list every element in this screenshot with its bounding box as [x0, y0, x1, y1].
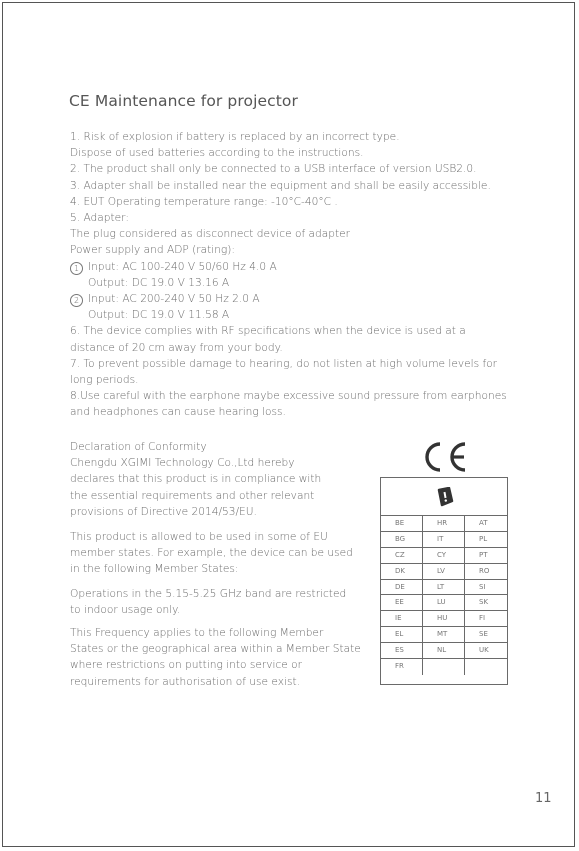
country-cell: NL: [423, 643, 465, 659]
country-cell: BE: [381, 516, 423, 532]
declaration-line: the essential requirements and other relevant: [70, 489, 315, 502]
country-cell: SI: [465, 580, 507, 596]
paragraph-line: Operations in the 5.15-5.25 GHz band are restricted: [70, 588, 347, 600]
country-cell: [465, 659, 507, 675]
paragraph-line: where restrictions on putting into service or: [70, 659, 303, 672]
ce-mark-logo: [420, 440, 470, 474]
country-cell: DK: [381, 564, 423, 580]
instruction-line: The plug considered as disconnect device of adapter: [70, 228, 350, 241]
circled-number-marker: 1: [70, 262, 83, 275]
instruction-line: 5. Adapter:: [70, 212, 129, 225]
declaration-of-conformity: [70, 439, 370, 520]
country-cell: PT: [465, 548, 507, 564]
country-cell: FI: [465, 611, 507, 627]
instruction-line: Power supply and ADP (rating):: [70, 244, 235, 257]
member-states-table: [380, 477, 508, 685]
allowed-states-paragraph: [70, 529, 370, 578]
table-header: [381, 478, 507, 516]
page-title: CE Maintenance for projector: [69, 92, 298, 110]
country-cell: EL: [381, 627, 423, 643]
declaration-line: Declaration of Conformity: [70, 441, 207, 453]
country-cell: FR: [381, 659, 423, 675]
page-number: 11: [535, 791, 552, 806]
declaration-line: Chengdu XGIMI Technology Co.,Ltd hereby: [70, 457, 295, 470]
instruction-line: Output: DC 19.0 V 13.16 A: [88, 276, 230, 289]
paragraph-line: member states. For example, the device can be used: [70, 547, 353, 560]
instruction-line: 1. Risk of explosion if battery is replaced by an incorrect type.: [70, 131, 400, 143]
instruction-line: and headphones can cause hearing loss.: [70, 406, 286, 419]
country-cell: LU: [423, 595, 465, 611]
country-cell: AT: [465, 516, 507, 532]
country-cell: ES: [381, 643, 423, 659]
country-cell: UK: [465, 643, 507, 659]
country-cell: IT: [423, 532, 465, 548]
instruction-line: Dispose of used batteries according to the instructions.: [70, 147, 364, 160]
paragraph-line: in the following Member States:: [70, 563, 239, 576]
country-cell: LV: [423, 564, 465, 580]
instruction-line: 2. The product shall only be connected to a USB interface of version USB2.0.: [70, 163, 477, 176]
country-grid: [381, 516, 507, 675]
country-cell: HR: [423, 516, 465, 532]
instruction-line: 6. The device complies with RF specifications when the device is used at a: [70, 325, 466, 338]
country-cell: SK: [465, 595, 507, 611]
country-cell: CZ: [381, 548, 423, 564]
instruction-line: 7. To prevent possible damage to hearing, do not listen at high volume levels for: [70, 357, 498, 370]
paragraph-line: States or the geographical area within a Member State: [70, 643, 361, 656]
rating-input-text: Input: AC 100-240 V 50/60 Hz 4.0 A: [88, 260, 277, 273]
country-cell: HU: [423, 611, 465, 627]
circled-number-marker: 2: [70, 294, 83, 307]
country-cell: RO: [465, 564, 507, 580]
country-cell: EE: [381, 595, 423, 611]
rating-line: [70, 291, 540, 307]
country-cell: CY: [423, 548, 465, 564]
rating-line: [70, 259, 540, 275]
country-cell: DE: [381, 580, 423, 596]
rating-input-text: Input: AC 200-240 V 50 Hz 2.0 A: [88, 293, 260, 306]
paragraph-line: to indoor usage only.: [70, 604, 181, 617]
instruction-line: Output: DC 19.0 V 11.58 A: [88, 309, 230, 322]
paragraph-line: requirements for authorisation of use exist.: [70, 675, 300, 688]
maintenance-instructions: [70, 129, 540, 421]
instruction-line: distance of 20 cm away from your body.: [70, 341, 283, 354]
country-cell: PL: [465, 532, 507, 548]
paragraph-line: This product is allowed to be used in some of EU: [70, 531, 328, 543]
declaration-line: provisions of Directive 2014/53/EU.: [70, 505, 257, 518]
country-cell: SE: [465, 627, 507, 643]
declaration-line: declares that this product is in compliance with: [70, 473, 322, 486]
country-cell: LT: [423, 580, 465, 596]
country-cell: IE: [381, 611, 423, 627]
frequency-paragraph: [70, 625, 370, 690]
country-cell: [423, 659, 465, 675]
paragraph-line: This Frequency applies to the following Member: [70, 627, 324, 639]
instruction-line: 3. Adapter shall be installed near the equipment and shall be easily accessible.: [70, 179, 491, 192]
instruction-line: 8.Use careful with the earphone maybe excessive sound pressure from earphones: [70, 390, 507, 403]
alert-icon: [434, 487, 454, 507]
operations-paragraph: [70, 586, 370, 618]
instruction-line: 4. EUT Operating temperature range: -10°C-40°C .: [70, 195, 338, 208]
instruction-line: long periods.: [70, 374, 139, 387]
country-cell: BG: [381, 532, 423, 548]
country-cell: MT: [423, 627, 465, 643]
